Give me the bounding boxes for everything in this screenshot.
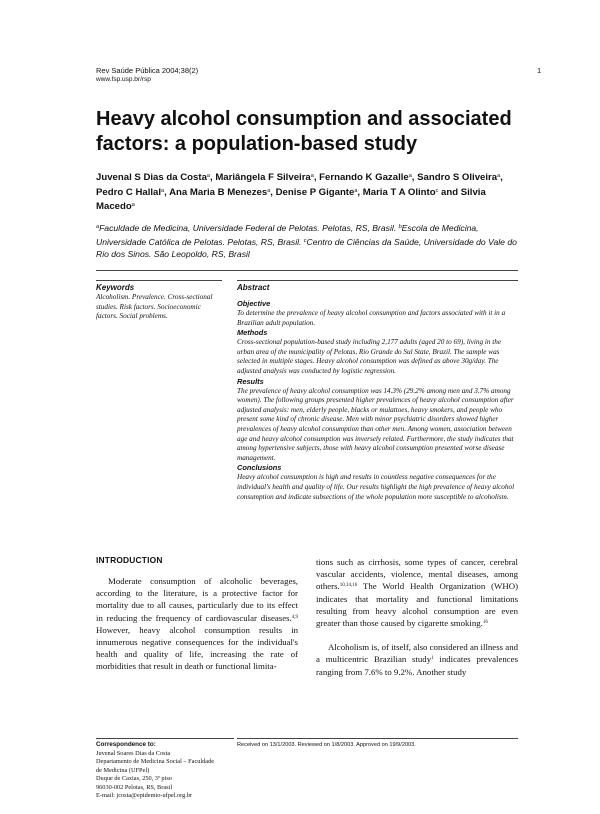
author: Ana Maria B Menezes$^a$ bbox=[169, 186, 271, 198]
author: Mariângela F Silveira$^a$ bbox=[215, 172, 314, 183]
abstract-section-heading: Results bbox=[237, 376, 264, 386]
correspondence-line: Departamento de Medicina Social – Faculdade bbox=[96, 758, 215, 765]
author-list: Juvenal S Dias da Costa$^a$, Mariângela F Silveira$^a$, Fernando K Gazalle$^a$, Sandro S Oliveira$^a$, Pedro C Hallal$^a$, Ana Maria B Menezes$^a$, Denise P Gigante$^a$, Maria T A Olinto$^c$ and Silvia Macedo$^a$ bbox=[96, 172, 503, 212]
author: Denise P Gigante$^a$ bbox=[275, 186, 358, 198]
journal-url[interactable]: www.fsp.usp.br/rsp bbox=[96, 76, 151, 83]
citation: 16 bbox=[482, 620, 488, 626]
abstract-section-text: The prevalence of heavy alcohol consumption was 14.3% (29.2% among men and 3.7% among women). The following groups presented higher prevalences of heavy alcohol consumption after adjusted analysis: men, elderly people, blacks or mulattoes, heavy smokers, and people who present some kind of chronic disease. Men with minor psychiatric disorders showed higher prevalences of heavy alcohol consumption than other men. Among women, association between age and heavy alcohol consumption was inversely related. Furthermore, the study indicates that among hypertensive subjects, those with heavy alcohol consumption presented worse disease management. bbox=[237, 386, 514, 462]
divider bbox=[96, 280, 222, 281]
correspondence bbox=[96, 741, 234, 801]
journal-citation: Rev Saúde Pública 2004;38(2) bbox=[96, 66, 199, 75]
divider bbox=[237, 738, 518, 739]
author: Juvenal S Dias da Costa$^a$ bbox=[96, 172, 210, 183]
correspondence-line: Juvenal Soares Dias da Costa bbox=[96, 749, 171, 757]
abstract-section-text: Cross-sectional population-based study including 2,177 adults (aged 20 to 69), living in the urban area of the municipality of Pelotas, Rio Grande do Sul State, Brazil. The sample was selected in multiple stages. Heavy alcohol consumption was defined as above 30g/day. The adjusted analysis was conducted by logistic regression. bbox=[237, 338, 502, 375]
affiliation: Faculdade de Medicina, Universidade Federal de Pelotas. Pelotas, RS, Brasil. bbox=[99, 223, 397, 233]
divider bbox=[237, 280, 518, 281]
body-paragraph: Alcoholism is, of itself, also considered an illness and a multicentric Brazilian study$^1$ indicates prevalences ranging from 7.6% to 9.2%. Another study bbox=[316, 642, 518, 677]
correspondence-heading: Correspondence to: bbox=[96, 741, 156, 748]
body-column-right bbox=[316, 556, 518, 678]
body-paragraph: tions such as cirrhosis, some types of cancer, cerebral vascular accidents, violence, mental diseases, among others.$^{10,14,16}$ The World Health Organization (WHO) indicates that mortality and functional limitations resulting from heavy alcohol consumption are even greater than those caused by cigarette smoking.$^{16}$ bbox=[316, 557, 518, 629]
abstract-section-text: To determine the prevalence of heavy alcohol consumption and factors associated with it in a Brazilian adult population. bbox=[237, 309, 506, 327]
author: Pedro C Hallal$^a$ bbox=[96, 186, 165, 198]
citation: 1 bbox=[431, 656, 434, 662]
author: Silvia Macedo$^a$ bbox=[96, 186, 486, 212]
citation: 10,14,16 bbox=[339, 583, 358, 589]
body-paragraph: Moderate consumption of alcoholic beverages, according to the literature, is a protective factor for mortality due to all causes, particularly due to its effect in reducing the frequency of cardiovascular diseases.$^{4,9}$ However, heavy alcohol consumption results in innumerous negative consequences for the individual's health and quality of life, increasing the rate of morbidities that result in death or functional limita- bbox=[96, 576, 298, 672]
keywords-heading: Keywords bbox=[96, 283, 135, 292]
correspondence-line: Duque de Caxias, 250, 3º piso bbox=[96, 775, 172, 782]
abstract-heading: Abstract bbox=[237, 283, 270, 292]
divider bbox=[96, 738, 234, 739]
author: Fernando K Gazalle$^a$ bbox=[319, 172, 412, 183]
abstract-section-text: Heavy alcohol consumption is high and results in countless negative consequences for the individual's health and quality of life. Our results highlight the high prevalence of heavy alcohol consumption and indicate subsections of the whole population more susceptible to alcoholism. bbox=[237, 473, 515, 501]
affiliation: Centro de Ciências da Saúde, Universidade do Vale do Rio dos Sinos. São Leopoldo, RS, Brasil bbox=[96, 236, 517, 259]
abstract bbox=[237, 283, 519, 502]
keywords-text: Alcoholism. Prevalence. Cross-sectional studies. Risk factors. Socioeconomic factors. Social problems. bbox=[96, 293, 213, 321]
section-heading: INTRODUCTION bbox=[96, 555, 163, 565]
correspondence-email[interactable]: E-mail: jcosta@epidemio-ufpel.org.br bbox=[96, 792, 193, 799]
affiliation: Escola de Medicina, Universidade Católica de Pelotas. Pelotas, RS, Brasil. bbox=[96, 223, 479, 247]
correspondence-line: 96030-002 Pelotas, RS, Brasil bbox=[96, 783, 173, 791]
received-dates: Received on 13/1/2003. Reviewed on 1/8/2003. Approved on 19/9/2003. bbox=[237, 742, 416, 748]
author: Sandro S Oliveira$^a$ bbox=[417, 172, 501, 183]
paper-title: Heavy alcohol consumption and associated factors: a population-based study bbox=[96, 108, 512, 155]
correspondence-line: de Medicina (UFPel) bbox=[96, 766, 150, 774]
abstract-section-heading: Objective bbox=[237, 299, 271, 308]
journal-header bbox=[96, 66, 198, 84]
divider bbox=[96, 270, 518, 271]
author: Maria T A Olinto$^c$ bbox=[362, 186, 439, 198]
abstract-section-heading: Conclusions bbox=[237, 463, 282, 473]
affiliations: $^a$Faculdade de Medicina, Universidade Federal de Pelotas. Pelotas, RS, Brasil. $^b$Escola de Medicina, Universidade Católica de Pelotas. Pelotas, RS, Brasil. $^c$Centro de Ciências da Saúde, Universidade do Vale do Rio dos Sinos. São Leopoldo, RS, Brasil bbox=[96, 223, 517, 259]
abstract-section-heading: Methods bbox=[237, 328, 268, 338]
citation: 4,9 bbox=[291, 614, 298, 620]
page-number: 1 bbox=[537, 66, 542, 75]
body-column-left bbox=[96, 575, 298, 673]
